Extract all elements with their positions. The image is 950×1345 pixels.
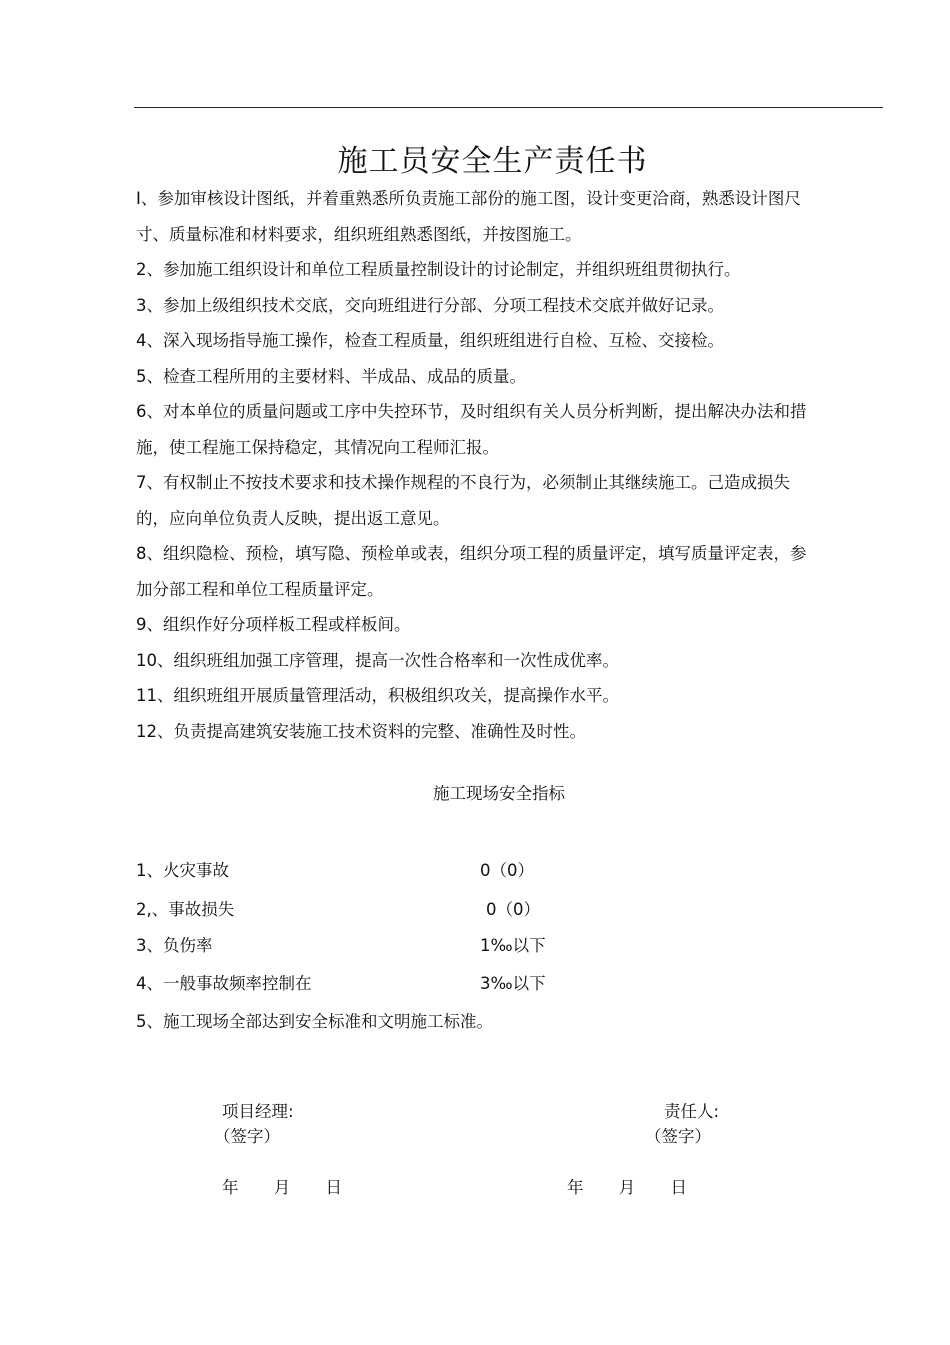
date-day: 日	[325, 1178, 342, 1197]
duty-item: I、参加审核设计图纸，并着重熟悉所负责施工部份的施工图，设计变更洽商，熟悉设计图尺寸、质量标准和材料要求，组织班组熟悉图纸，并按图施工。	[136, 189, 801, 244]
duty-item: 3、参加上级组织技术交底，交向班组进行分部、分项工程技术交底并做好记录。	[136, 295, 724, 315]
indicator-label: 1、火灾事故	[136, 861, 229, 880]
duty-item: 4、深入现场指导施工操作，检查工程质量，组织班组进行自检、互检、交接检。	[136, 331, 724, 350]
duty-item: 8、组织隐检、预检，填写隐、预检单或表，组织分项工程的质量评定，填写质量评定表，参加分部工程和单位工程质量评定。	[136, 544, 807, 599]
indicator-value: 0（0）	[486, 900, 540, 919]
signature-sign-left: （签字）	[214, 1127, 280, 1146]
document-title: 施工员安全生产责任书	[337, 144, 648, 179]
indicators-title: 施工现场安全指标	[433, 784, 565, 803]
date-month: 月	[273, 1178, 291, 1197]
duty-item: 12、负责提高建筑安装施工技术资料的完整、准确性及时性。	[136, 721, 586, 741]
duties-list	[136, 181, 816, 749]
date-month: 月	[618, 1178, 636, 1197]
indicator-label: 2,、事故损失	[136, 900, 235, 919]
date-year: 年	[567, 1178, 584, 1197]
header-rule	[134, 107, 883, 108]
duty-item: 10、组织班组加强工序管理，提高一次性合格率和一次性成优率。	[136, 650, 619, 670]
duty-item: 2、参加施工组织设计和单位工程质量控制设计的讨论制定，并组织班组贯彻执行。	[136, 260, 741, 279]
signature-date-right	[567, 1174, 687, 1198]
signature-sign-right: （签字）	[645, 1127, 711, 1146]
duty-item: 6、对本单位的质量问题或工序中失控环节，及时组织有关人员分析判断，提出解决办法和措施，使工程施工保持稳定，其情况向工程师汇报。	[136, 402, 807, 457]
duty-item: 11、组织班组开展质量管理活动，积极组织攻关，提高操作水平。	[136, 686, 619, 705]
indicator-label: 4、一般事故频率控制在	[136, 974, 312, 993]
date-year: 年	[222, 1178, 239, 1197]
duty-item: 7、有权制止不按技术要求和技术操作规程的不良行为，必须制止其继续施工。己造成损失的，应向单位负责人反映，提出返工意见。	[136, 473, 790, 528]
date-day: 日	[670, 1178, 687, 1197]
signature-role-left: 项目经理:	[222, 1102, 294, 1121]
indicator-label: 5、施工现场全部达到安全标准和文明施工标准。	[136, 1012, 493, 1031]
signature-role-right: 责任人:	[664, 1102, 720, 1121]
indicator-value: 1‰以下	[480, 936, 546, 955]
duty-item: 9、组织作好分项样板工程或样板间。	[136, 615, 411, 634]
indicator-value: 3‰以下	[480, 974, 546, 993]
indicator-label: 3、负伤率	[136, 936, 213, 955]
duty-item: 5、检查工程所用的主要材料、半成品、成品的质量。	[136, 366, 526, 386]
signature-date-left	[222, 1174, 342, 1198]
indicator-value: 0（0）	[480, 861, 534, 880]
